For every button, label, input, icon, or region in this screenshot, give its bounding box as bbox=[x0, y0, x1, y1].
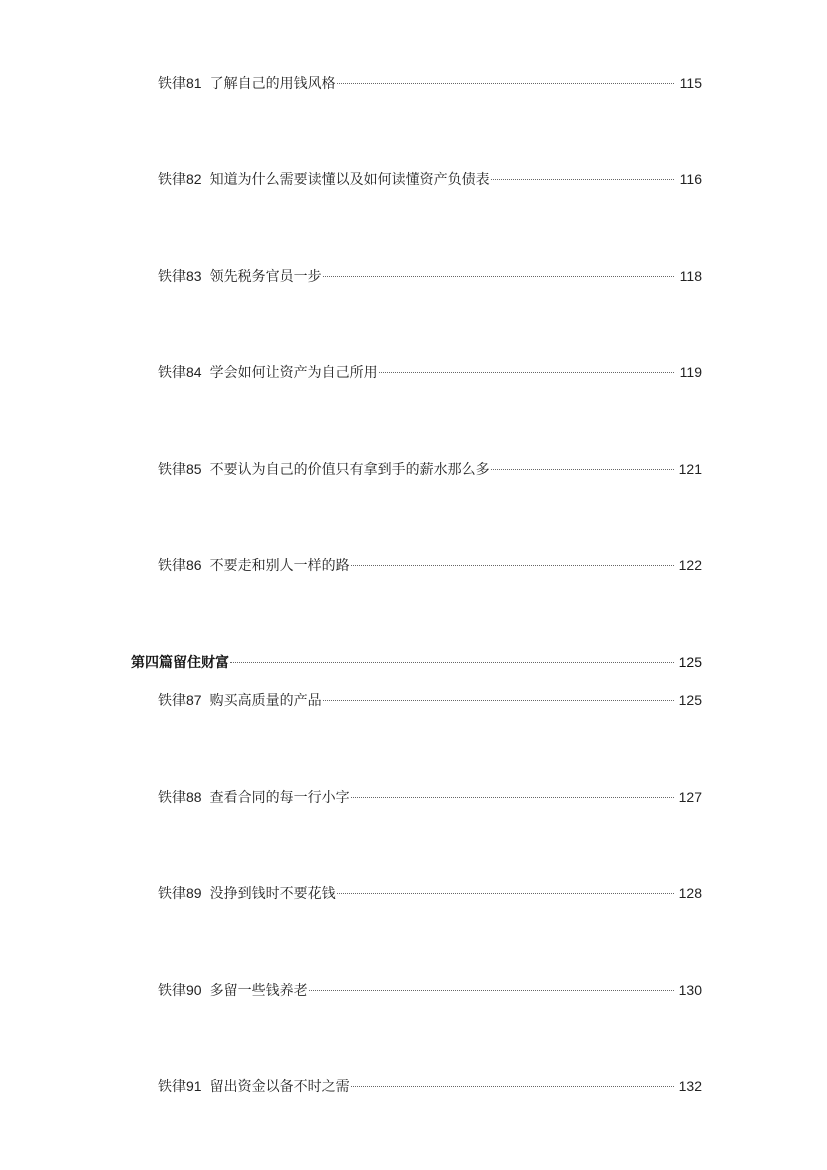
entry-title: 领先税务官员一步 bbox=[209, 269, 322, 285]
page-number: 125 bbox=[678, 692, 702, 708]
toc-entry-rule-83[interactable] bbox=[158, 265, 702, 287]
toc-entry-rule-82[interactable] bbox=[158, 168, 702, 190]
toc-entry-rule-88[interactable] bbox=[158, 786, 702, 808]
page-number: 116 bbox=[679, 171, 702, 187]
page-number: 121 bbox=[678, 461, 702, 477]
toc-entry-rule-91[interactable] bbox=[158, 1075, 702, 1097]
entry-title: 查看合同的每一行小字 bbox=[209, 790, 350, 806]
dot-leader bbox=[379, 372, 674, 373]
entry-title: 知道为什么需要读懂以及如何读懂资产负债表 bbox=[209, 172, 490, 188]
dot-leader bbox=[309, 990, 674, 991]
toc-entry-rule-87[interactable] bbox=[158, 689, 702, 711]
page-number: 130 bbox=[678, 982, 702, 998]
entry-title: 学会如何让资产为自己所用 bbox=[209, 365, 378, 381]
rule-number: 铁律84 bbox=[158, 364, 202, 380]
toc-entry-rule-84[interactable] bbox=[158, 361, 702, 383]
dot-leader bbox=[491, 179, 674, 180]
rule-number: 铁律88 bbox=[158, 789, 202, 805]
page-number: 127 bbox=[678, 789, 702, 805]
dot-leader bbox=[337, 83, 674, 84]
dot-leader bbox=[230, 662, 674, 663]
toc-part-heading[interactable] bbox=[131, 651, 702, 673]
rule-number: 铁律86 bbox=[158, 557, 202, 573]
rule-number: 铁律91 bbox=[158, 1078, 202, 1094]
rule-number: 铁律85 bbox=[158, 461, 202, 477]
toc-entry-rule-85[interactable] bbox=[158, 458, 702, 480]
rule-number: 铁律89 bbox=[158, 885, 202, 901]
page-number: 132 bbox=[678, 1078, 702, 1094]
dot-leader bbox=[491, 469, 674, 470]
toc-entry-rule-81[interactable] bbox=[158, 72, 702, 94]
dot-leader bbox=[323, 700, 674, 701]
page-number: 118 bbox=[679, 268, 702, 284]
page-number: 115 bbox=[679, 75, 702, 91]
toc-entry-rule-89[interactable] bbox=[158, 882, 702, 904]
rule-number: 铁律83 bbox=[158, 268, 202, 284]
entry-title: 了解自己的用钱风格 bbox=[209, 76, 336, 92]
entry-title: 没挣到钱时不要花钱 bbox=[209, 886, 336, 902]
dot-leader bbox=[351, 565, 674, 566]
dot-leader bbox=[323, 276, 674, 277]
entry-title: 购买高质量的产品 bbox=[209, 693, 322, 709]
entry-title: 留出资金以备不时之需 bbox=[209, 1079, 350, 1095]
page-number: 122 bbox=[678, 557, 702, 573]
dot-leader bbox=[351, 1086, 674, 1087]
dot-leader bbox=[337, 893, 674, 894]
toc-entry-rule-90[interactable] bbox=[158, 979, 702, 1001]
page-number: 119 bbox=[679, 364, 702, 380]
rule-number: 铁律87 bbox=[158, 692, 202, 708]
page-number: 125 bbox=[678, 654, 702, 670]
rule-number: 铁律90 bbox=[158, 982, 202, 998]
rule-number: 铁律81 bbox=[158, 75, 202, 91]
rule-number: 铁律82 bbox=[158, 171, 202, 187]
dot-leader bbox=[351, 797, 674, 798]
part-title: 第四篇留住财富 bbox=[131, 655, 229, 671]
page-number: 128 bbox=[678, 885, 702, 901]
entry-title: 不要认为自己的价值只有拿到手的薪水那么多 bbox=[209, 462, 490, 478]
entry-title: 不要走和别人一样的路 bbox=[209, 558, 350, 574]
entry-title: 多留一些钱养老 bbox=[209, 983, 308, 999]
toc-entry-rule-86[interactable] bbox=[158, 554, 702, 576]
